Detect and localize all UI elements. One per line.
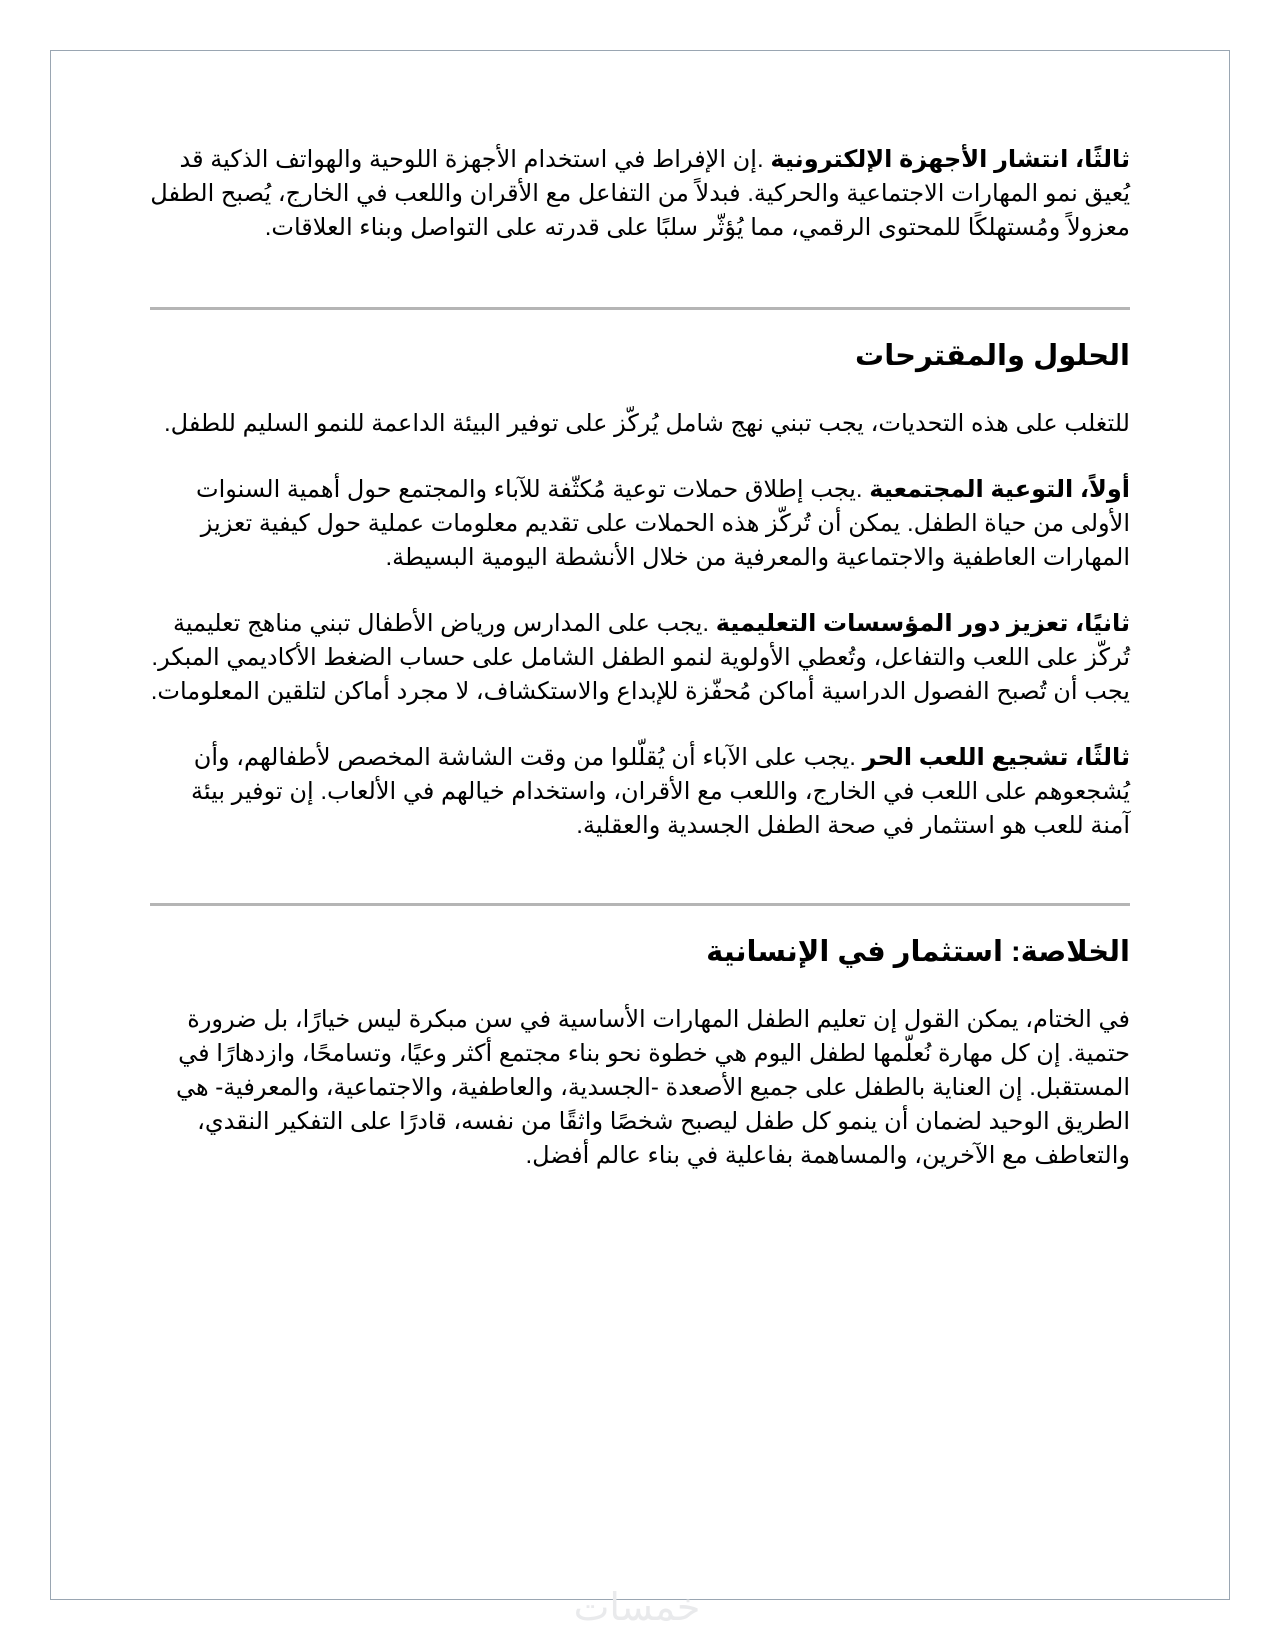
paragraph-label: ثانيًا، تعزيز دور المؤسسات التعليمية	[715, 610, 1130, 637]
paragraph-label: أولاً، التوعية المجتمعية	[869, 476, 1130, 503]
paragraph-label: ثالثًا، تشجيع اللعب الحر	[862, 744, 1130, 771]
paragraph-text: .إن الإفراط في استخدام الأجهزة اللوحية والهواتف الذكية قد يُعيق نمو المهارات الاجتماعية والحركية. فبدلاً من التفاعل مع الأقران واللعب في الخارج، يُصبح الطفل معزولاً ومُستهلكًا للمحتوى الرقمي، مما يُؤثّر سلبًا على قدرته على التواصل وبناء العلاقات.	[150, 146, 1130, 241]
document-body	[150, 143, 1130, 1173]
section-divider	[150, 307, 1130, 310]
paragraph-text: .يجب على الآباء أن يُقلّلوا من وقت الشاشة المخصص لأطفالهم، وأن يُشجعوهم على اللعب في الخارج، واللعب مع الأقران، واستخدام خيالهم في الألعاب. إن توفير بيئة آمنة للعب هو استثمار في صحة الطفل الجسدية والعقلية.	[191, 744, 1130, 839]
watermark-logo: خمسات	[573, 1585, 701, 1629]
paragraph-label: ثالثًا، انتشار الأجهزة الإلكترونية	[770, 146, 1130, 173]
paragraph-community-awareness	[150, 473, 1130, 575]
paragraph-text: .يجب إطلاق حملات توعية مُكثّفة للآباء والمجتمع حول أهمية السنوات الأولى من حياة الطفل. يمكن أن تُركّز هذه الحملات على تقديم معلومات عملية حول كيفية تعزيز المهارات العاطفية والاجتماعية والمعرفية من خلال الأنشطة اليومية البسيطة.	[195, 476, 1130, 571]
section-divider	[150, 903, 1130, 906]
paragraph-solutions-intro: للتغلب على هذه التحديات، يجب تبني نهج شامل يُركّز على توفير البيئة الداعمة للنمو السليم للطفل.	[164, 410, 1130, 437]
section-heading-conclusion: الخلاصة: استثمار في الإنسانية	[706, 936, 1130, 968]
paragraph-educational-institutions	[150, 607, 1130, 709]
paragraph-electronic-devices	[150, 143, 1130, 245]
paragraph-conclusion: في الختام، يمكن القول إن تعليم الطفل المهارات الأساسية في سن مبكرة ليس خيارًا، بل ضرورة حتمية. إن كل مهارة نُعلّمها لطفل اليوم هي خطوة نحو بناء مجتمع أكثر وعيًا، وتسامحًا، وازدهارًا في المستقبل. إن العناية بالطفل على جميع الأصعدة -الجسدية، والعاطفية، والاجتماعية، والمعرفية- هي الطريق الوحيد لضمان أن ينمو كل طفل ليصبح شخصًا واثقًا من نفسه، قادرًا على التفكير النقدي، والتعاطف مع الآخرين، والمساهمة بفاعلية في بناء عالم أفضل.	[175, 1006, 1130, 1169]
section-heading-solutions: الحلول والمقترحات	[855, 340, 1130, 372]
paragraph-text: .يجب على المدارس ورياض الأطفال تبني مناهج تعليمية تُركّز على اللعب والتفاعل، وتُعطي الأولوية لنمو الطفل الشامل على حساب الضغط الأكاديمي المبكر. يجب أن تُصبح الفصول الدراسية أماكن مُحفّزة للإبداع والاستكشاف، لا مجرد أماكن لتلقين المعلومات.	[150, 610, 1130, 705]
paragraph-free-play	[150, 741, 1130, 843]
